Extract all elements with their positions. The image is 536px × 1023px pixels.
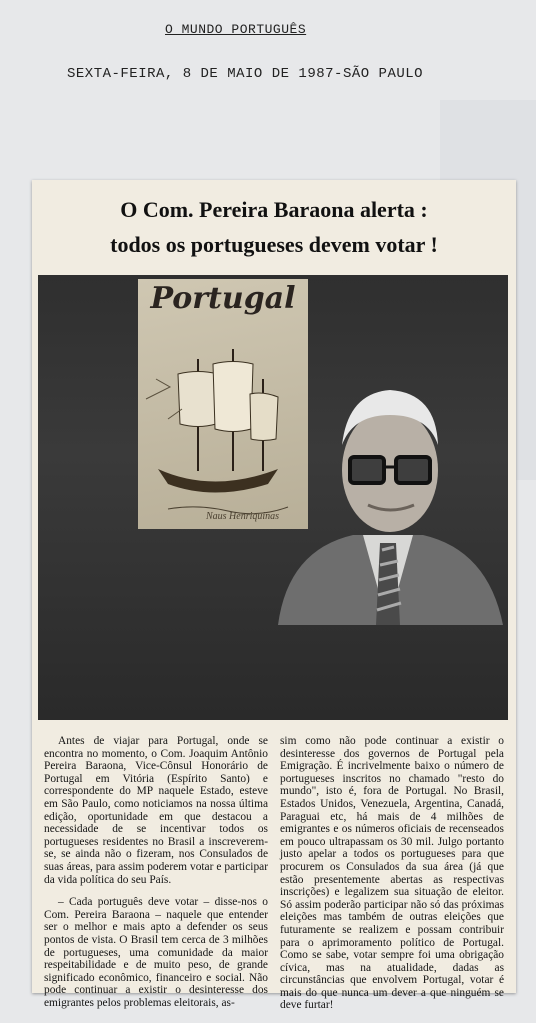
article-body [44,735,504,1012]
article-photo [38,275,508,720]
dateline: SEXTA-FEIRA, 8 DE MAIO DE 1987-SÃO PAULO [67,66,424,82]
poster-title: Portugal [150,281,296,316]
poster-caption: Naus Henriquinas [206,511,280,522]
article-column-1 [44,735,268,1009]
paragraph: Antes de viajar para Portugal, onde se encontra no momento, o Com. Joaquim Antônio Pereira Baraona, Vice-Cônsul Honorário de Portugal em Vitória (Espírito Santo) e correspondente do MP naquele Estado, esteve em São Paulo, como noticiamos na nossa última edição, oportunidade em que destacou a necessidade de se incentivar todos os portugueses residentes no Brasil a inscreverem-se, se ainda não o fizeram, nos Consulados de suas áreas, para assim poderem votar e participar da vida política do seu País. [44,735,268,886]
paragraph: – Cada português deve votar – disse-nos o Com. Pereira Baraona – naquele que entender ser o melhor e mais apto a defender os seus pontos de vista. O Brasil tem cerca de 3 milhões de portugueses, uma comunidade da maior respeitabilidade e de muito peso, de grande significado econômico, financeiro e social. Não pode continuar a existir o desinteresse dos emigrantes pelos problemas eleitorais, as- [44,896,268,1009]
headline-line-1: O Com. Pereira Baraona alerta : [120,197,428,222]
article-column-2 [280,735,504,1012]
portrait-man [268,375,508,625]
publication-name: O MUNDO PORTUGUÊS [165,22,307,37]
headline [32,192,516,262]
newspaper-clipping [32,180,516,1012]
headline-line-2: todos os portugueses devem votar ! [110,232,438,257]
paragraph: sim como não pode continuar a existir o desinteresse dos governos de Portugal pela Emigração. É incrivelmente baixo o número de portugueses inscritos no chamado "resto do mundo", isto é, fora de Portugal. No Brasil, Estados Unidos, Venezuela, Argentina, Canadá, Paraguai etc, há mais de 4 milhões de emigrantes e os números oficiais de recenseados em pouco ultrapassam os 30 mil. Julgo portanto justo apelar a todos os portugueses para que procurem os Consulados da sua área (já que estão presentemente abertas as respectivas inscrições) e legalizem sua situação de eleitor. Só assim poderão participar não só das próximas eleições mas também de outras eleições que futuramente se realizem e possam contribuir para o aprimoramento político de Portugal. Como se sabe, votar sempre foi uma obrigação cívica, mas na atualidade, dadas as circunstâncias que envolvem Portugal, votar é mais do que nunca um dever a que ninguém se deve furtar! [280,735,504,1012]
